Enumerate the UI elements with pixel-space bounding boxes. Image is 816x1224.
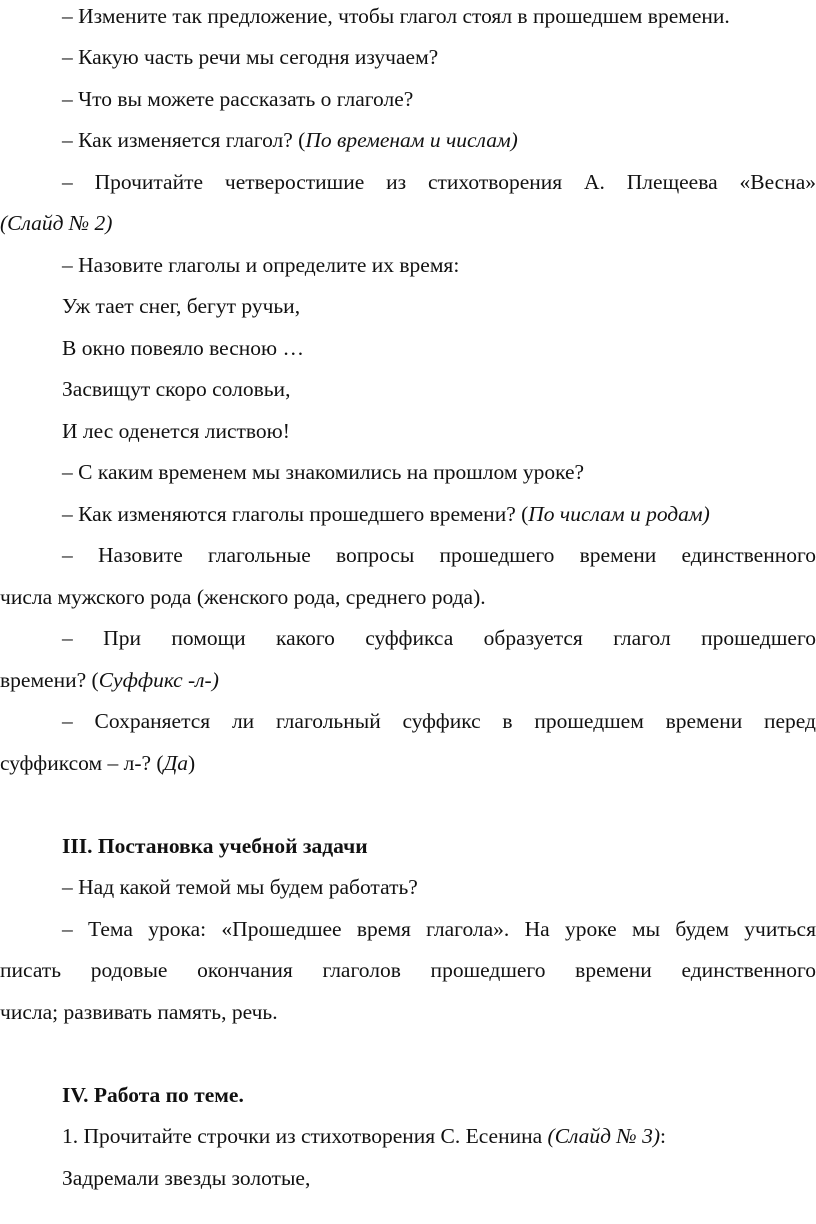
poem-line: Уж тает снег, бегут ручьи, <box>62 294 301 318</box>
paragraph-line: – Назовите глаголы и определите их время: <box>62 253 460 277</box>
paragraph-line: – Прочитайте четверостишие из стихотворения А. Плещеева «Весна» <box>62 170 816 194</box>
paragraph-line: суффиксом – л-? (Да) <box>0 751 196 775</box>
paragraph-line: – Над какой темой мы будем работать? <box>62 875 418 899</box>
paragraph-line: (Слайд № 2) <box>0 211 113 235</box>
section-heading: IV. Работа по теме. <box>62 1083 244 1107</box>
paragraph-line: – При помощи какого суффикса образуется глагол прошедшего <box>62 626 816 650</box>
paragraph-line: – С каким временем мы знакомились на прошлом уроке? <box>62 460 585 484</box>
paragraph-line: – Измените так предложение, чтобы глагол стоял в прошедшем времени. <box>62 4 730 28</box>
paragraph-line: – Назовите глагольные вопросы прошедшего времени единственного <box>62 543 816 567</box>
paragraph-line: времени? (Суффикс -л-) <box>0 668 219 692</box>
poem-line: Задремали звезды золотые, <box>62 1166 311 1190</box>
paragraph-line: – Какую часть речи мы сегодня изучаем? <box>62 45 439 69</box>
paragraph-line: – Тема урока: «Прошедшее время глагола». На уроке мы будем учиться <box>62 917 816 941</box>
paragraph-line: – Сохраняется ли глагольный суффикс в прошедшем времени перед <box>62 709 816 733</box>
paragraph-line: – Как изменяется глагол? (По временам и числам) <box>62 128 518 152</box>
paragraph-line: писать родовые окончания глаголов прошедшего времени единственного <box>0 958 816 982</box>
poem-line: И лес оденется листвою! <box>62 419 290 443</box>
paragraph-line: 1. Прочитайте строчки из стихотворения С. Есенина (Слайд № 3): <box>62 1124 666 1148</box>
paragraph-line: числа мужского рода (женского рода, среднего рода). <box>0 585 486 609</box>
paragraph-line: числа; развивать память, речь. <box>0 1000 278 1024</box>
paragraph-line: – Как изменяются глаголы прошедшего времени? (По числам и родам) <box>62 502 710 526</box>
poem-line: В окно повеяло весною … <box>62 336 304 360</box>
section-heading: III. Постановка учебной задачи <box>62 834 368 858</box>
poem-line: Засвищут скоро соловьи, <box>62 377 291 401</box>
paragraph-line: – Что вы можете рассказать о глаголе? <box>62 87 414 111</box>
